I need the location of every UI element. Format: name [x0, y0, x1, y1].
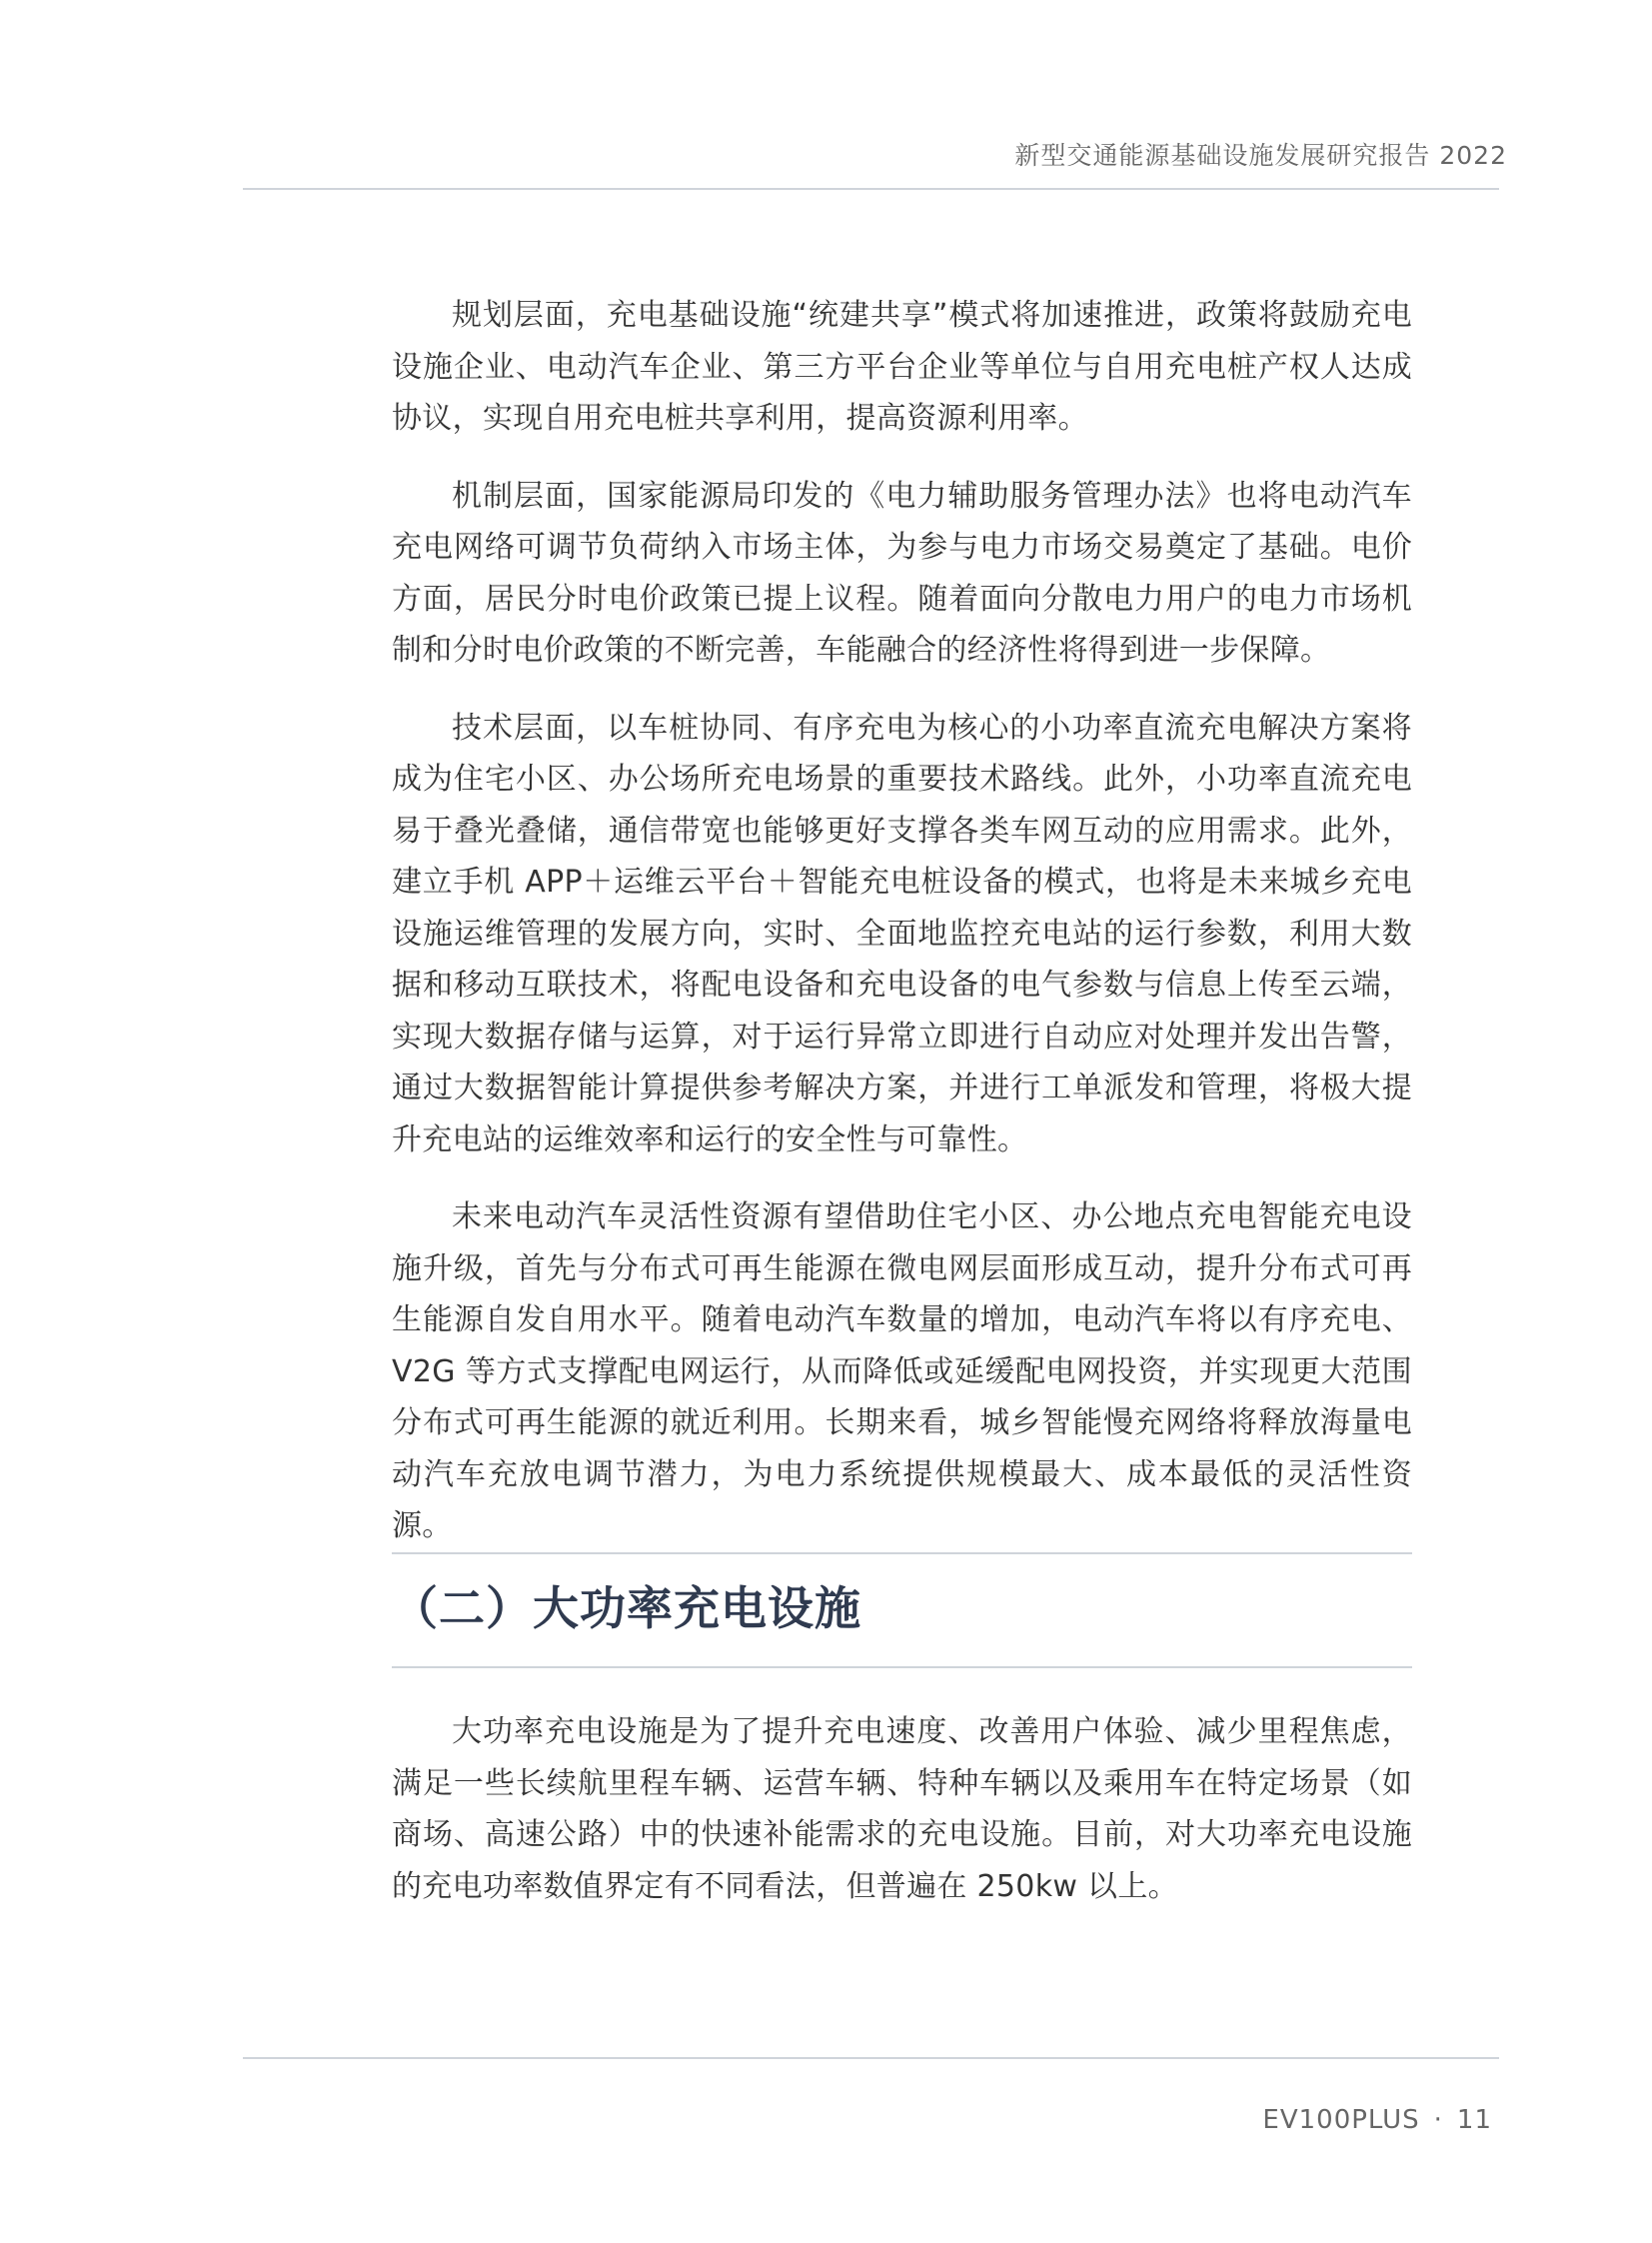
page-number: 11 — [1456, 2105, 1492, 2135]
paragraph-planning: 规划层面，充电基础设施“统建共享”模式将加速推进，政策将鼓励充电设施企业、电动汽车企业、第三方平台企业等单位与自用充电桩产权人达成协议，实现自用充电桩共享利用，提高资源利用率。 — [392, 298, 1412, 436]
footer-brand: EV100PLUS — [1262, 2105, 1420, 2135]
section-bottom-divider — [392, 1666, 1412, 1668]
header-divider — [243, 188, 1499, 190]
section-high-power-charging — [392, 1552, 1412, 1938]
page-footer — [1262, 2105, 1492, 2135]
paragraph-high-power: 大功率充电设施是为了提升充电速度、改善用户体验、减少里程焦虑，满足一些长续航里程车辆、运营车辆、特种车辆以及乘用车在特定场景（如商场、高速公路）中的快速补能需求的充电设施。目前，对大功率充电设施的充电功率数值界定有不同看法，但普遍在 250kw 以上。 — [392, 1714, 1412, 1904]
footer-divider — [243, 2057, 1499, 2059]
section-heading: （二）大功率充电设施 — [392, 1581, 861, 1635]
running-header-title: 新型交通能源基础设施发展研究报告 2022 — [1014, 141, 1507, 170]
paragraph-future: 未来电动汽车灵活性资源有望借助住宅小区、办公地点充电智能充电设施升级，首先与分布式可再生能源在微电网层面形成互动，提升分布式可再生能源自发自用水平。随着电动汽车数量的增加，电动汽车将以有序充电、V2G 等方式支撑配电网运行，从而降低或延缓配电网投资，并实现更大范围分布式可再生能源的就近利用。长期来看，城乡智能慢充网络将释放海量电动汽车充放电调节潜力，为电力系统提供规模最大、成本最低的灵活性资源。 — [392, 1199, 1412, 1543]
section-body — [392, 1706, 1412, 1912]
main-body — [392, 290, 1412, 1578]
paragraph-mechanism: 机制层面，国家能源局印发的《电力辅助服务管理办法》也将电动汽车充电网络可调节负荷纳入市场主体，为参与电力市场交易奠定了基础。电价方面，居民分时电价政策已提上议程。随着面向分散电力用户的电力市场机制和分时电价政策的不断完善，车能融合的经济性将得到进一步保障。 — [392, 478, 1412, 668]
footer-separator: · — [1433, 2105, 1443, 2135]
paragraph-technology: 技术层面，以车桩协同、有序充电为核心的小功率直流充电解决方案将成为住宅小区、办公场所充电场景的重要技术路线。此外，小功率直流充电易于叠光叠储，通信带宽也能够更好支撑各类车网互动的应用需求。此外，建立手机 APP＋运维云平台＋智能充电桩设备的模式，也将是未来城乡充电设施运维管理的发展方向，实时、全面地监控充电站的运行参数，利用大数据和移动互联技术，将配电设备和充电设备的电气参数与信息上传至云端，实现大数据存储与运算，对于运行异常立即进行自动应对处理并发出告警，通过大数据智能计算提供参考解决方案，并进行工单派发和管理，将极大提升充电站的运维效率和运行的安全性与可靠性。 — [392, 710, 1412, 1157]
